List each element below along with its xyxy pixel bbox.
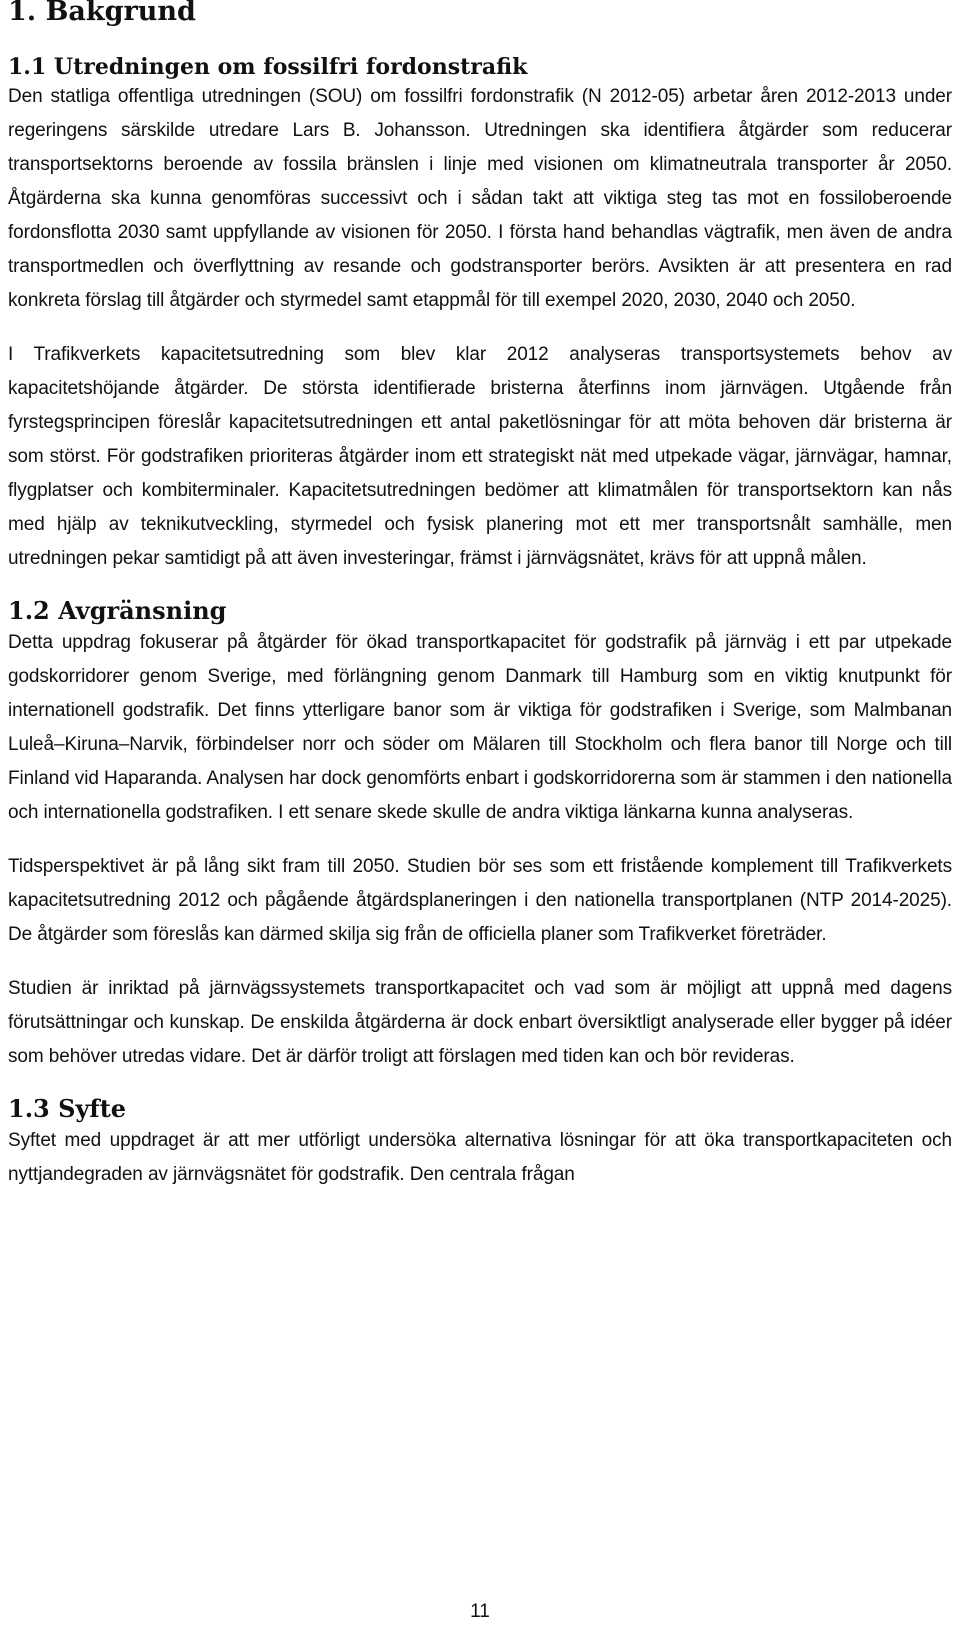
page-number: 11 bbox=[470, 1601, 490, 1622]
section-1-1-paragraph-1: Den statliga offentliga utredningen (SOU) om fossilfri fordonstrafik (N 2012-05) arbetar åren 2012-2013 under regeringens särskilde utredare Lars B. Johansson. Utredningen ska identifiera åtgärder som reducerar transportsektorns beroende av fossila bränslen i linje med visionen om klimatneutrala transporter år 2050. Åtgärderna ska kunna genomföras successivt och i sådan takt att viktiga steg tas mot en fossiloberoende fordonsflotta 2030 samt uppfyllande av visionen för 2050. I första hand behandlas vägtrafik, men även de andra transportmedlen och överflyttning av resande och godstransporter berörs. Avsikten är att presentera en rad konkreta förslag till åtgärder och styrmedel samt etappmål för till exempel 2020, 2030, 2040 och 2050. bbox=[8, 86, 952, 311]
section-heading-1-1: 1.1 Utredningen om fossilfri fordonstrafik bbox=[8, 54, 528, 80]
section-heading-1-3: 1.3 Syfte bbox=[8, 1094, 127, 1123]
section-1-2-paragraph-1: Detta uppdrag fokuserar på åtgärder för ökad transportkapacitet för godstrafik på järnväg i ett par utpekade godskorridorer genom Sverige, med förlängning genom Danmark till Hamburg som en viktig knutpunkt för internationell godstrafik. Det finns ytterligare banor som är viktiga för godstrafiken i Sverige, som Malmbanan Luleå–Kiruna–Narvik, förbindelser norr och söder om Mälaren till Stockholm och flera banor till Norge och till Finland vid Haparanda. Analysen har dock genomförts enbart i godskorridorerna som är stammen i den nationella och internationella godstrafiken. I ett senare skede skulle de andra viktiga länkarna kunna analyseras. bbox=[8, 632, 952, 823]
section-1-1 bbox=[8, 52, 952, 576]
section-1-2-paragraph-3: Studien är inriktad på järnvägssystemets transportkapacitet och vad som är möjligt att uppnå med dagens förutsättningar och kunskap. De enskilda åtgärderna är dock enbart översiktligt analyserade eller bygger på idéer som behöver utredas vidare. Det är därför troligt att förslagen med tiden kan och bör revideras. bbox=[8, 978, 952, 1067]
section-1-1-paragraph-2: I Trafikverkets kapacitetsutredning som blev klar 2012 analyseras transportsystemets behov av kapacitetshöjande åtgärder. De största identifierade bristerna återfinns inom järnvägen. Utgående från fyrstegsprincipen föreslår kapacitetsutredningen ett antal paketlösningar för att möta behoven där bristerna är som störst. För godstrafiken prioriteras åtgärder inom ett strategiskt nät med utpekade vägar, järnvägar, hamnar, flygplatser och kombiterminaler. Kapacitetsutredningen bedömer att klimatmålen för transportsektorn kan nås med hjälp av teknikutveckling, styrmedel och fysisk planering mot ett mer transportsnålt samhälle, men utredningen pekar samtidigt på att även investeringar, främst i järnvägsnätet, krävs för att uppnå målen. bbox=[8, 344, 952, 569]
section-1-3-paragraph-1: Syftet med uppdraget är att mer utförligt undersöka alternativa lösningar för att öka transportkapaciteten och nyttjandegraden av järnvägsnätet för godstrafik. Den centrala frågan bbox=[8, 1130, 952, 1185]
chapter-heading: 1. Bakgrund bbox=[8, 0, 196, 27]
section-1-2 bbox=[8, 596, 952, 1074]
document-page bbox=[8, 0, 952, 1192]
section-1-3 bbox=[8, 1094, 952, 1192]
section-1-2-paragraph-2: Tidsperspektivet är på lång sikt fram till 2050. Studien bör ses som ett fristående komplement till Trafikverkets kapacitetsutredning 2012 och pågående åtgärdsplaneringen i den nationella transportplanen (NTP 2014-2025). De åtgärder som föreslås kan därmed skilja sig från de officiella planer som Trafikverket företräder. bbox=[8, 856, 952, 945]
section-heading-1-2: 1.2 Avgränsning bbox=[8, 596, 227, 625]
